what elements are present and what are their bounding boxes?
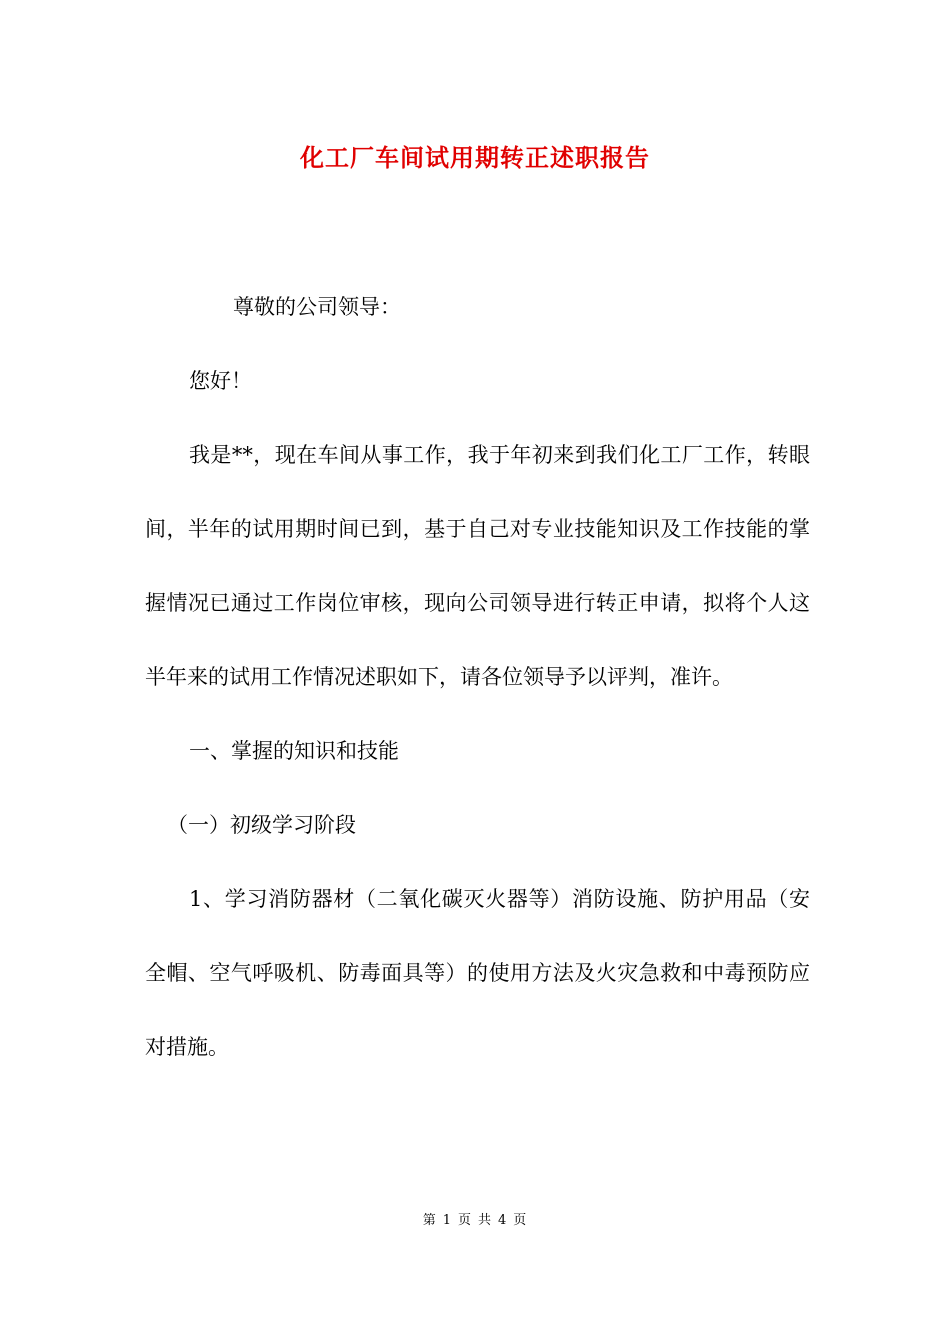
footer-page-number: 1 [442, 1213, 452, 1228]
document-body [145, 270, 810, 1084]
footer-total-unit: 页 [513, 1213, 528, 1228]
footer-prefix: 第 [422, 1213, 437, 1228]
document-title: 化工厂车间试用期转正述职报告 [300, 143, 650, 172]
subsection-heading: （一）初级学习阶段 [167, 813, 356, 837]
salutation: 尊敬的公司领导： [233, 295, 401, 319]
footer-total-prefix: 共 [478, 1213, 493, 1228]
intro-paragraph: 我是**，现在车间从事工作，我于年初来到我们化工厂工作，转眼间，半年的试用期时间已到，基于自己对专业技能知识及工作技能的掌握情况已通过工作岗位审核，现向公司领导进行转正申请，拟将个人这半年来的试用工作情况述职如下，请各位领导予以评判，准许。 [145, 443, 810, 689]
section-heading: 一、掌握的知识和技能 [189, 739, 399, 763]
list-item-paragraph: 1、学习消防器材（二氧化碳灭火器等）消防设施、防护用品（安全帽、空气呼吸机、防毒面具等）的使用方法及火灾急救和中毒预防应对措施。 [145, 887, 810, 1059]
footer-total-pages: 4 [498, 1213, 508, 1228]
footer-page-unit: 页 [457, 1213, 472, 1228]
page-footer [0, 1209, 950, 1228]
greeting: 您好！ [189, 369, 252, 393]
